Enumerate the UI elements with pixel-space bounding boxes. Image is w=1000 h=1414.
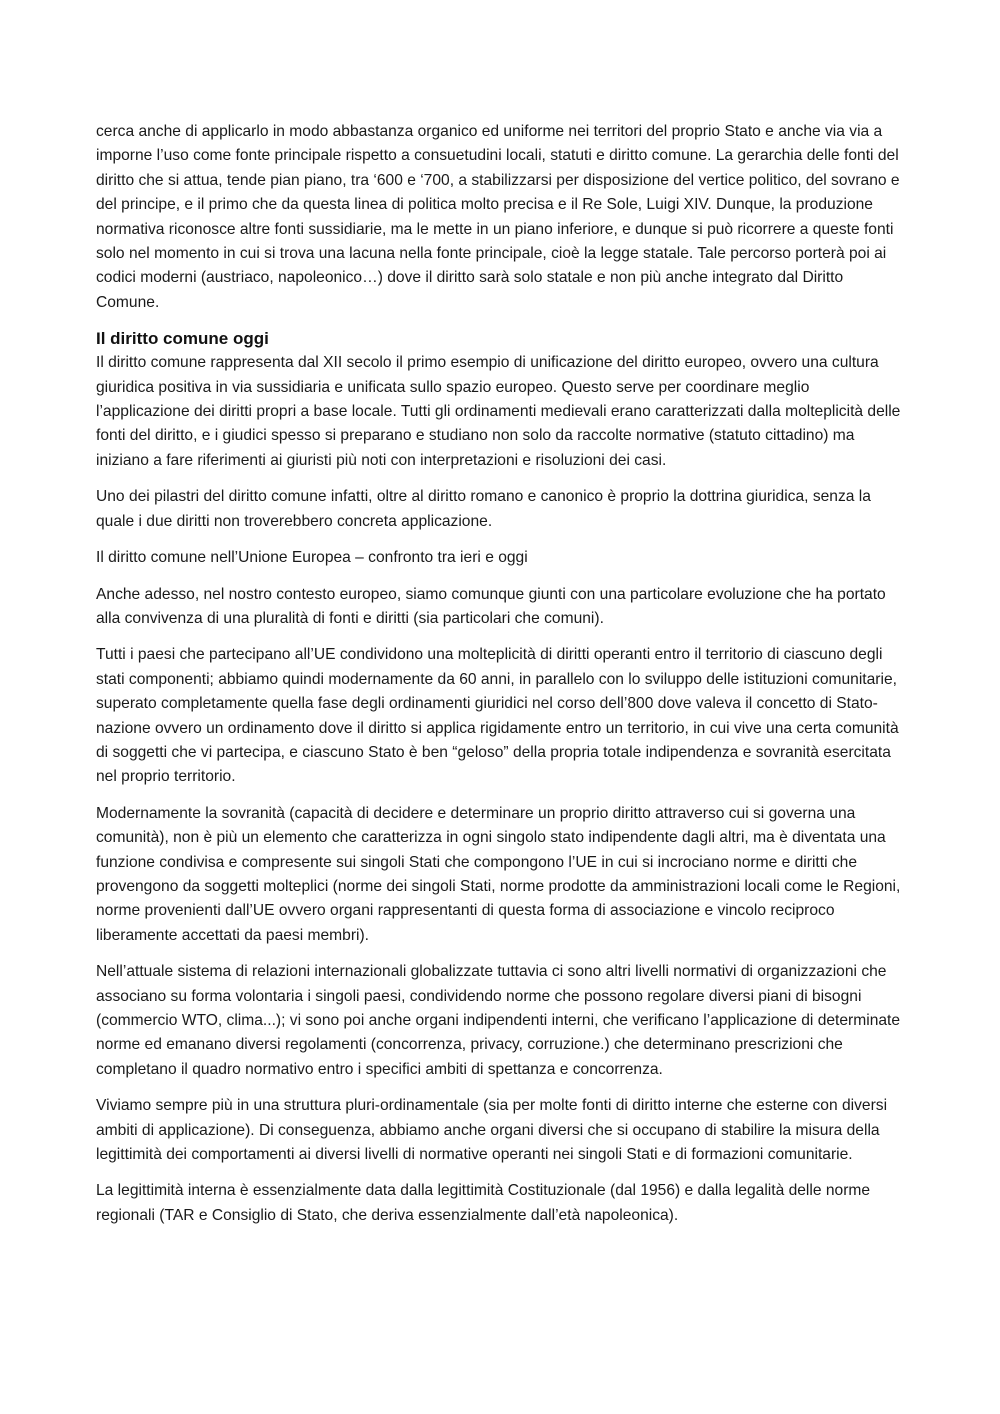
section-heading: Il diritto comune oggi bbox=[96, 329, 269, 349]
paragraph-8: La legittimità interna è essenzialmente data dalla legittimità Costituzionale (dal 1956) e dalla legalità delle norme regionali (TAR e Consiglio di Stato, che deriva essenzialmente dall’età napoleonica). bbox=[96, 1182, 871, 1224]
paragraph-2: Uno dei pilastri del diritto comune infatti, oltre al diritto romano e canonico è proprio la dottrina giuridica, senza la quale i due diritti non troverebbero concreta applicazione. bbox=[96, 488, 871, 530]
document-page bbox=[96, 120, 904, 1240]
paragraph-7: Viviamo sempre più in una struttura pluri-ordinamentale (sia per molte fonti di diritto interne che esterne con diversi ambiti di applicazione). Di conseguenza, abbiamo anche organi diversi che si occupano di stabilire la misura della legittimità dei comportamenti ai diversi livelli di normative operanti nei singoli Stati e di formazioni comunitarie. bbox=[96, 1097, 888, 1164]
paragraph-5: Modernamente la sovranità (capacità di decidere e determinare un proprio diritto attraverso cui si governa una comunità), non è più un elemento che caratterizza in ogni singolo stato indipendente dagli altri, ma è diventata una funzione condivisa e compresente sui singoli Stati che compongono l’UE in cui si incrociano norme e diritti che provengono da soggetti molteplici (norme dei singoli Stati, norme prodotte da amministrazioni locali come le Regioni, norme provenienti dall’UE ovvero organi rappresentanti di questa forma di associazione e vincolo reciproco liberamente accettati da paesi membri). bbox=[96, 804, 901, 944]
paragraph-1: Il diritto comune rappresenta dal XII secolo il primo esempio di unificazione del diritto europeo, ovvero una cultura giuridica positiva in via sussidiaria e unificata sullo spazio europeo. Questo serve per coordinare meglio l’applicazione dei diritti propri a base locale. Tutti gli ordinamenti medievali erano caratterizzati dalla molteplicità delle fonti del diritto, e i giudici spesso si preparano e studiano non solo da raccolte normative (statuto cittadino) ma iniziano a fare riferimenti ai giuristi più noti con interpretazioni e risoluzioni dei casi. bbox=[96, 354, 901, 469]
paragraph-3: Anche adesso, nel nostro contesto europeo, siamo comunque giunti con una particolare evoluzione che ha portato alla convivenza di una pluralità di fonti e diritti (sia particolari che comuni). bbox=[96, 585, 886, 627]
subtitle-paragraph: Il diritto comune nell’Unione Europea – confronto tra ieri e oggi bbox=[96, 549, 528, 567]
paragraph-4: Tutti i paesi che partecipano all’UE condividono una molteplicità di diritti operanti entro il territorio di ciascuno degli stati componenti; abbiamo quindi modernamente da 60 anni, in parallelo con lo sviluppo delle istituzioni comunitarie, superato completamente quella fase degli ordinamenti giuridici nel corso dell’800 dove valeva il concetto di Stato-nazione ovvero un ordinamento dove il diritto si applica rigidamente entro un territorio, in cui vive una certa comunità di soggetti che vi partecipa, e ciascuno Stato è ben “geloso” della propria totale indipendenza e sovranità esercitata nel proprio territorio. bbox=[96, 646, 899, 786]
intro-paragraph: cerca anche di applicarlo in modo abbastanza organico ed uniforme nei territori del proprio Stato e anche via via a imporne l’uso come fonte principale rispetto a consuetudini locali, statuti e diritto comune. La gerarchia delle fonti del diritto che si attua, tende pian piano, tra ‘600 e ‘700, a stabilizzarsi per disposizione del vertice politico, del sovrano e del principe, e il primo che da questa linea di politica molto precisa e il Re Sole, Luigi XIV. Dunque, la produzione normativa riconosce altre fonti sussidiarie, ma le mette in un piano inferiore, e dunque si può ricorrere a queste fonti solo nel momento in cui si trova una lacuna nella fonte principale, cioè la legge statale. Tale percorso porterà poi ai codici moderni (austriaco, napoleonico…) dove il diritto sarà solo statale e non più anche integrato dal Diritto Comune. bbox=[96, 123, 900, 311]
paragraph-6: Nell’attuale sistema di relazioni internazionali globalizzate tuttavia ci sono altri livelli normativi di organizzazioni che associano su forma volontaria i singoli paesi, condividendo norme che possono regolare diversi piani di bisogni (commercio WTO, clima...); vi sono poi anche organi indipendenti interni, che verificano l’applicazione di determinate norme ed emanano diversi regolamenti (concorrenza, privacy, corruzione.) che determinano prescrizioni che completano il quadro normativo entro i specifici ambiti di spettanza e concorrenza. bbox=[96, 963, 901, 1078]
